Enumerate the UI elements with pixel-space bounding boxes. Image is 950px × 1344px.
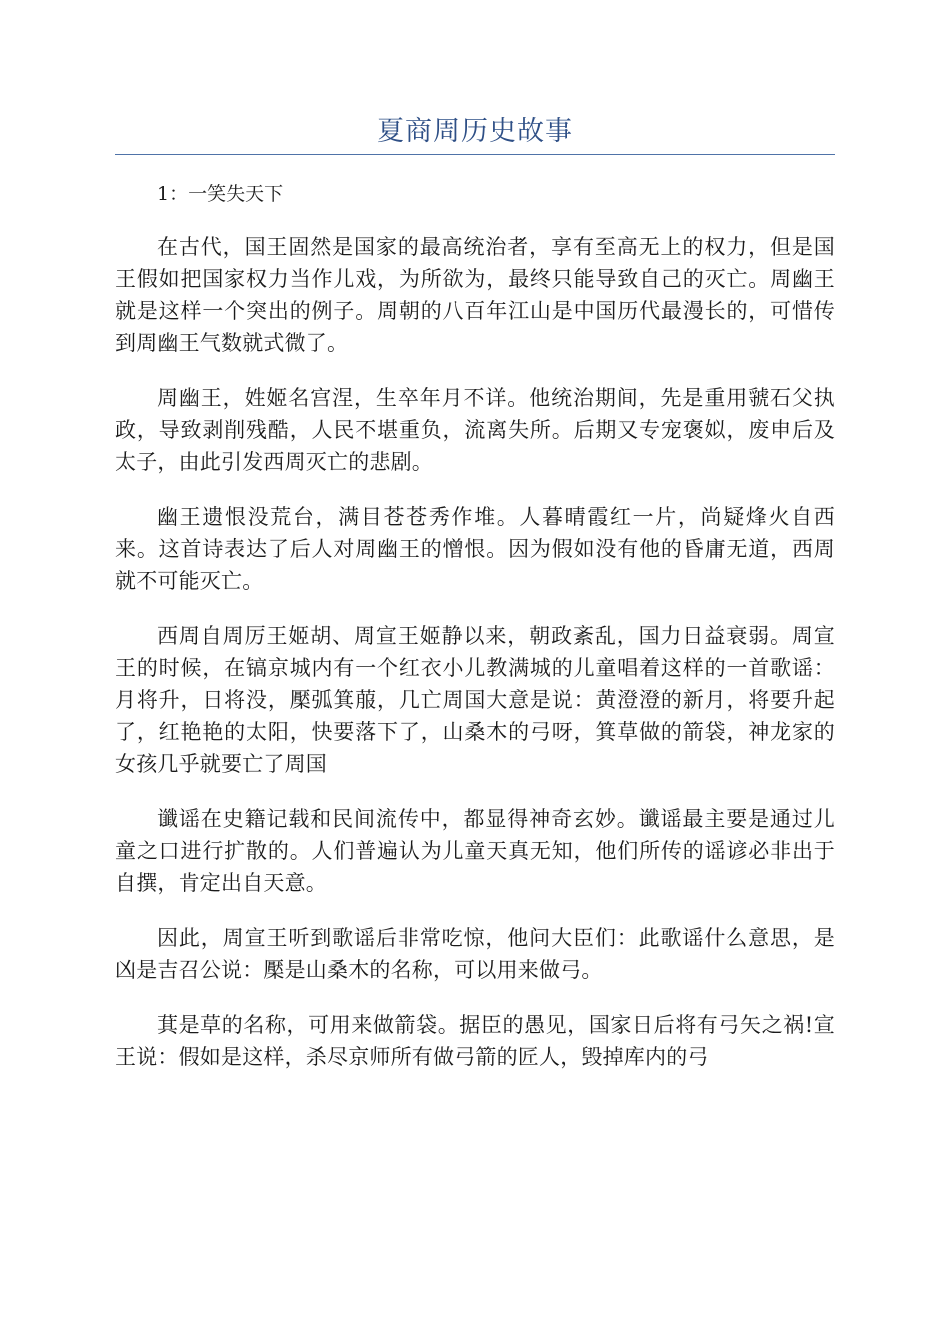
paragraph: 谶谣在史籍记载和民间流传中，都显得神奇玄妙。谶谣最主要是通过儿童之口进行扩散的。人们普遍认为儿童天真无知，他们所传的谣谚必非出于自撰，肯定出自天意。 <box>115 807 835 895</box>
title-underline <box>115 154 835 155</box>
document-body <box>115 178 835 1096</box>
page-title: 夏商周历史故事 <box>377 116 573 147</box>
paragraph: 在古代，国王固然是国家的最高统治者，享有至高无上的权力，但是国王假如把国家权力当作儿戏，为所欲为，最终只能导致自己的灭亡。周幽王就是这样一个突出的例子。周朝的八百年江山是中国历代最漫长的，可惜传到周幽王气数就式微了。 <box>115 235 835 355</box>
paragraph: 幽王遗恨没荒台，满目苍苍秀作堆。人暮晴霞红一片，尚疑烽火自西来。这首诗表达了后人对周幽王的憎恨。因为假如没有他的昏庸无道，西周就不可能灭亡。 <box>115 505 835 593</box>
paragraph: 萁是草的名称，可用来做箭袋。据臣的愚见，国家日后将有弓矢之祸!宣王说：假如是这样，杀尽京师所有做弓箭的匠人，毁掉库内的弓 <box>115 1013 835 1069</box>
paragraph: 西周自周厉王姬胡、周宣王姬静以来，朝政紊乱，国力日益衰弱。周宣王的时候，在镐京城内有一个红衣小儿教满城的儿童唱着这样的一首歌谣：月将升，日将没，檿弧箕菔，几亡周国大意是说：黄澄澄的新月，将要升起了，红艳艳的太阳，快要落下了，山桑木的弓呀，箕草做的箭袋，神龙家的女孩几乎就要亡了周国 <box>115 624 835 776</box>
section-heading: 1：一笑失天下 <box>157 183 284 205</box>
paragraph: 因此，周宣王听到歌谣后非常吃惊，他问大臣们：此歌谣什么意思，是凶是吉召公说：檿是山桑木的名称，可以用来做弓。 <box>115 926 835 982</box>
paragraph: 周幽王，姓姬名宫涅，生卒年月不详。他统治期间，先是重用虢石父执政，导致剥削残酷，人民不堪重负，流离失所。后期又专宠褒姒，废申后及太子，由此引发西周灭亡的悲剧。 <box>115 386 835 474</box>
